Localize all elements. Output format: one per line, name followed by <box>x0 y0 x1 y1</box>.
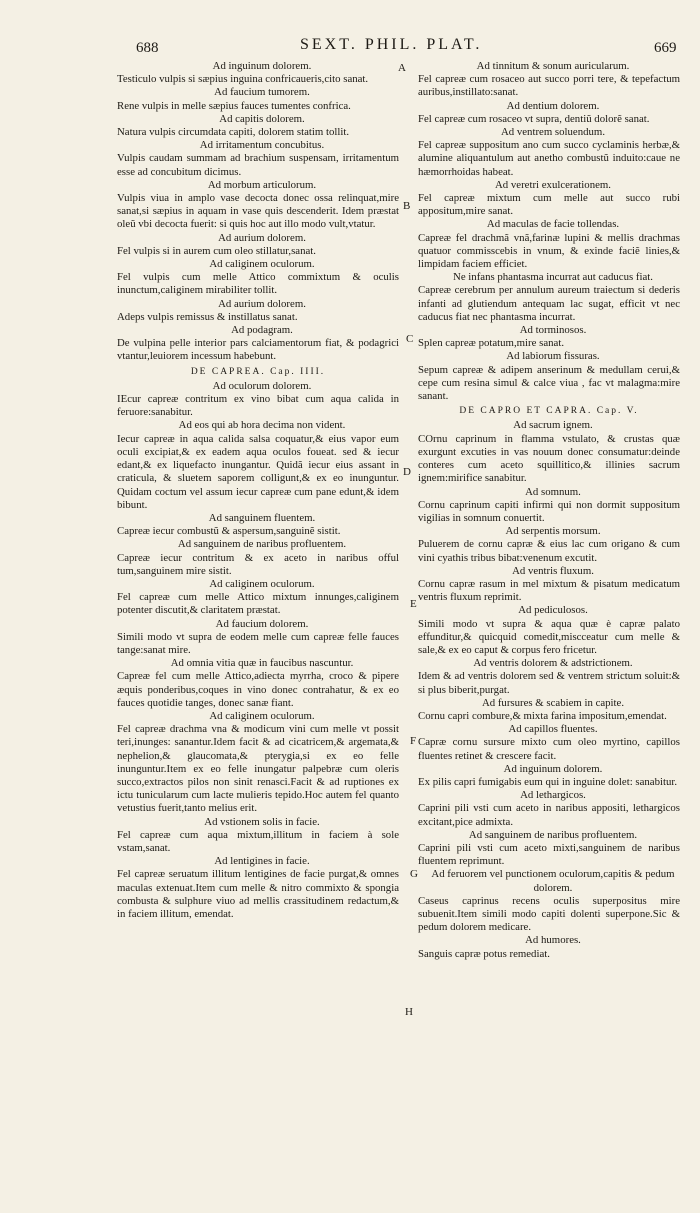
remedy-text: Capreæ iecur contritum & ex aceto in naribus offul tum,sanguinem mire sistit. <box>117 551 399 577</box>
remedy-text: Vulpis caudam summam ad brachium suspensam, irritamentum esse ad concubitum dicimus. <box>117 152 399 178</box>
remedy-text: Iecur capreæ in aqua calida salsa coquatur,& eius vapor eum oculi excipiat,& ex eadem aqua oculos foueat. sed & iecur edant,& ex liquefacto inungantur. Quidã iecur eius assant in craticula, & sluetem saporem colligunt,& ex eo inunguntur. Quidam coctum vel assum iecur capreæ cum pane edunt,& idem bibunt. <box>117 432 399 511</box>
remedy-heading: Ad caliginem oculorum. <box>209 258 315 271</box>
remedy-heading: Ad caliginem oculorum. <box>209 709 315 722</box>
remedy-heading: Ad capillos fluentes. <box>508 723 598 736</box>
margin-letter: F <box>410 735 417 747</box>
remedy-heading: Ad inguinum dolorem. <box>212 60 312 72</box>
chapter-heading: DE CAPRO ET CAPRA. Cap. V. <box>459 406 639 417</box>
remedy-heading: Ad pediculosos. <box>518 604 588 617</box>
remedy-heading: Ne infans phantasma incurrat aut caducus fiat. <box>453 271 653 284</box>
remedy-heading: Ad morbum articulorum. <box>207 178 317 191</box>
remedy-text: COrnu caprinum in flamma vstulato, & crustas quæ exurgunt excuties in vas nouum donec consumatur:deinde conteres cum aceto squillitico,& illinies sacrum ignem:mirifice sanabitur. <box>418 432 680 485</box>
remedy-text: Fel capreæ cum aqua mixtum,illitum in faciem à sole vstam,sanat. <box>117 828 399 854</box>
remedy-text: Testiculo vulpis si sæpius inguina confricaueris,cito sanat. <box>117 73 369 86</box>
remedy-text: Capræ cornu sursure mixto cum oleo myrtino, capillos fluentes retinet & crescere facit. <box>418 736 680 762</box>
remedy-heading: Ad eos qui ab hora decima non vident. <box>178 419 346 432</box>
remedy-heading: Ad oculorum dolorem. <box>212 379 312 392</box>
remedy-heading: Ad ventrem soluendum. <box>500 126 606 139</box>
remedy-text: Fel capreæ drachma vna & modicum vini cum melle vt possit teri,inunges: sanantur.Idem facit & ad cicatricem,& argemata,& nephelion,& glaucomata,& pterygia,si ex eo felle inunguntur.Item ex eo felle inungatur palpebræ cum oleris succo,extractos pilos non sinit renasci.Facit & ad ruptiones ex ictu tunicularum cum lacte mulieris tepido.Hoc autem fel quanto vetustius fuerit,tanto melius erit. <box>117 723 399 815</box>
remedy-text: Ex pilis capri fumigabis eum qui in inguine dolet: sanabitur. <box>418 775 678 788</box>
remedy-heading: Ad faucium dolorem. <box>215 617 309 630</box>
remedy-text: Adeps vulpis remissus & instillatus sanat. <box>117 310 298 323</box>
remedy-text: Caprini pili vsti cum aceto in naribus appositi, lethargicos excitant,pice admixta. <box>418 802 680 828</box>
remedy-heading: Ad irritamentum concubitus. <box>199 139 325 152</box>
remedy-heading: Ad ventris dolorem & adstrictionem. <box>473 657 633 670</box>
remedy-heading: Ad aurium dolorem. <box>218 231 306 244</box>
remedy-text: Natura vulpis circumdata capiti, dolorem statim tollit. <box>117 126 350 139</box>
right-page-number: 669 <box>654 40 677 56</box>
remedy-heading: Ad torminosos. <box>519 324 587 337</box>
remedy-text: Capreæ iecur combustũ & aspersum,sanguinẽ sistit. <box>117 525 341 538</box>
remedy-heading: Ad ventris fluxum. <box>512 564 594 577</box>
remedy-text: Simili modo vt supra & aqua quæ è capræ palato effunditur,& quicquid comedit,miscceatur cum melle & sale,& ex eo caput & corpus fero fricetur. <box>418 617 680 656</box>
remedy-text: Sanguis capræ potus remediat. <box>418 947 550 960</box>
remedy-text: Capreæ cerebrum per annulum aureum traiectum si dederis infanti ad glutiendum antequam lac sugat, efficit vt nec caducus fiat nec phantasma incurrat. <box>418 284 680 323</box>
remedy-text: Cornu caprinum capiti infirmi qui non dormit suppositum vigilias in somnum conuertit. <box>418 498 680 524</box>
remedy-heading: Ad sanguinem de naribus profluentem. <box>177 538 347 551</box>
remedy-text: Capreæ fel drachmã vnã,farinæ lupini & mellis drachmas quatuor commisscebis in vnum, & exinde faciẽ linies,& limpidam faciem efficiet. <box>418 231 680 271</box>
left-page-number: 688 <box>136 40 159 56</box>
remedy-text: Fel capreæ cum rosaceo vt supra, dentiũ dolorẽ sanat. <box>418 112 650 125</box>
right-text-column <box>418 60 680 961</box>
remedy-heading: Ad faucium tumorem. <box>214 86 310 99</box>
running-title: SEXT. PHIL. PLAT. <box>300 36 483 53</box>
remedy-heading: Ad aurium dolorem. <box>218 297 306 310</box>
remedy-text: Splen capreæ potatum,mire sanat. <box>418 337 565 350</box>
remedy-text: Fel capreæ mixtum cum melle aut succo rubi appositum,mire sanat. <box>418 192 680 218</box>
remedy-heading: Ad lethargicos. <box>520 789 586 802</box>
remedy-text: Rene vulpis in melle sæpius fauces tumentes confrica. <box>117 99 351 112</box>
remedy-heading: Ad humores. <box>525 934 581 947</box>
remedy-heading: Ad labiorum fissuras. <box>506 350 600 363</box>
remedy-text: Puluerem de cornu capræ & eius lac cum origano & cum vini cyathis tribus bibat:venenum excutit. <box>418 538 680 564</box>
remedy-heading: Ad veretri exulcerationem. <box>494 178 611 191</box>
remedy-text: Fel vulpis cum melle Attico commixtum & oculis inunctum,caliginem mirabiliter tollit. <box>117 271 399 297</box>
remedy-text: Capreæ fel cum melle Attico,adiecta myrrha, croco & pipere æquis ponderibus,coques in vino donec contrahatur, & ex eo fauces quotidie tanges, donec sanæ fiant. <box>117 670 399 709</box>
remedy-heading: Ad dentium dolorem. <box>506 99 600 112</box>
remedy-heading: Ad podagram. <box>231 324 293 337</box>
margin-letter: D <box>403 466 411 478</box>
remedy-heading: Ad vstionem solis in facie. <box>204 815 320 828</box>
remedy-text: Cornu capri combure,& mixta farina impositum,emendat. <box>418 709 667 722</box>
remedy-text: Fel capreæ suppositum ano cum succo cyclaminis herbæ,& alumine aliquantulum aut anetho combustũ induito:caue ne hæmorrhoidas habeat. <box>418 139 680 178</box>
remedy-text: Fel vulpis si in aurem cum oleo stillatur,sanat. <box>117 244 316 257</box>
remedy-text: IEcur capreæ contritum ex vino bibat cum aqua calida in feruore:sanabitur. <box>117 393 399 419</box>
remedy-heading: Ad sacrum ignem. <box>513 419 593 432</box>
margin-letter: B <box>403 200 411 212</box>
chapter-heading: DE CAPREA. Cap. IIII. <box>190 366 326 377</box>
remedy-heading: Ad lentigines in facie. <box>214 855 310 868</box>
remedy-text: Caprini pili vsti cum aceto mixti,sanguinem de naribus fluentem reprimunt. <box>418 841 680 868</box>
margin-letter: C <box>406 333 414 345</box>
remedy-heading: Ad somnum. <box>525 485 581 498</box>
remedy-text: Fel capreæ cum rosaceo aut succo porri tere, & tepefactum auribus,instillato:sanat. <box>418 73 680 99</box>
remedy-heading: Ad maculas de facie tollendas. <box>486 218 620 231</box>
remedy-heading: Ad serpentis morsum. <box>505 525 601 538</box>
remedy-heading: Ad capitis dolorem. <box>219 112 305 125</box>
remedy-heading: Ad sanguinem fluentem. <box>208 511 316 524</box>
left-text-column <box>117 60 399 921</box>
remedy-heading: Ad tinnitum & sonum auricularum. <box>476 60 630 72</box>
margin-letter: E <box>410 598 417 610</box>
remedy-text: Simili modo vt supra de eodem melle cum capreæ felle fauces tange:sanat mire. <box>117 630 399 656</box>
remedy-heading: Ad inguinum dolorem. <box>503 762 603 775</box>
remedy-heading: Ad caliginem oculorum. <box>209 577 315 590</box>
remedy-text: Sepum capreæ & adipem anserinum & medullam cerui,& cepe cum resina simul & calce viua , fac vt malagma:mire sanant. <box>418 363 680 403</box>
remedy-text: Vulpis viua in amplo vase decocta donec ossa relinquat,mire sanat,si sæpius in aquam in vase quis descenderit. Idem præstat oleũ vbi decocta fuerit: si quis hoc aut illo modo vult,vtatur. <box>117 192 399 231</box>
remedy-text: De vulpina pelle interior pars calciamentorum fiat, & podagrici vtantur,leuiorem incessum habebunt. <box>117 337 399 363</box>
margin-letter: H <box>405 1006 413 1018</box>
remedy-heading: Ad sanguinem de naribus profluentem. <box>468 828 638 841</box>
remedy-text: Idem & ad ventris dolorem sed & ventrem strictum soluit:& si plus biberit,purgat. <box>418 670 680 696</box>
remedy-text: Fel capreæ seruatum illitum lentigines de facie purgat,& omnes maculas extenuat.Item cum melle & nitro commixto & spongia combusta & sulphure viuo ad mellis crassitudinem redactum,& in faciem illitum, emendat. <box>117 868 399 920</box>
remedy-heading: Ad fursures & scabiem in capite. <box>481 696 625 709</box>
margin-letter: A <box>398 62 406 74</box>
remedy-text: Caseus caprinus recens oculis superpositus mire subuenit.Item simili modo capiti dolenti superpone.Sic & pedum dolorem medicare. <box>418 894 680 934</box>
margin-letter: G <box>410 868 418 880</box>
remedy-heading: Ad omnia vitia quæ in faucibus nascuntur. <box>170 657 354 670</box>
remedy-heading: Ad feruorem vel punctionem oculorum,capitis & pedum dolorem. <box>431 868 675 894</box>
remedy-text: Cornu capræ rasum in mel mixtum & pisatum medicatum ventris fluxum reprimit. <box>418 577 680 604</box>
remedy-text: Fel capreæ cum melle Attico mixtum innunges,caliginem potenter discutit,& claritatem præstat. <box>117 591 399 617</box>
